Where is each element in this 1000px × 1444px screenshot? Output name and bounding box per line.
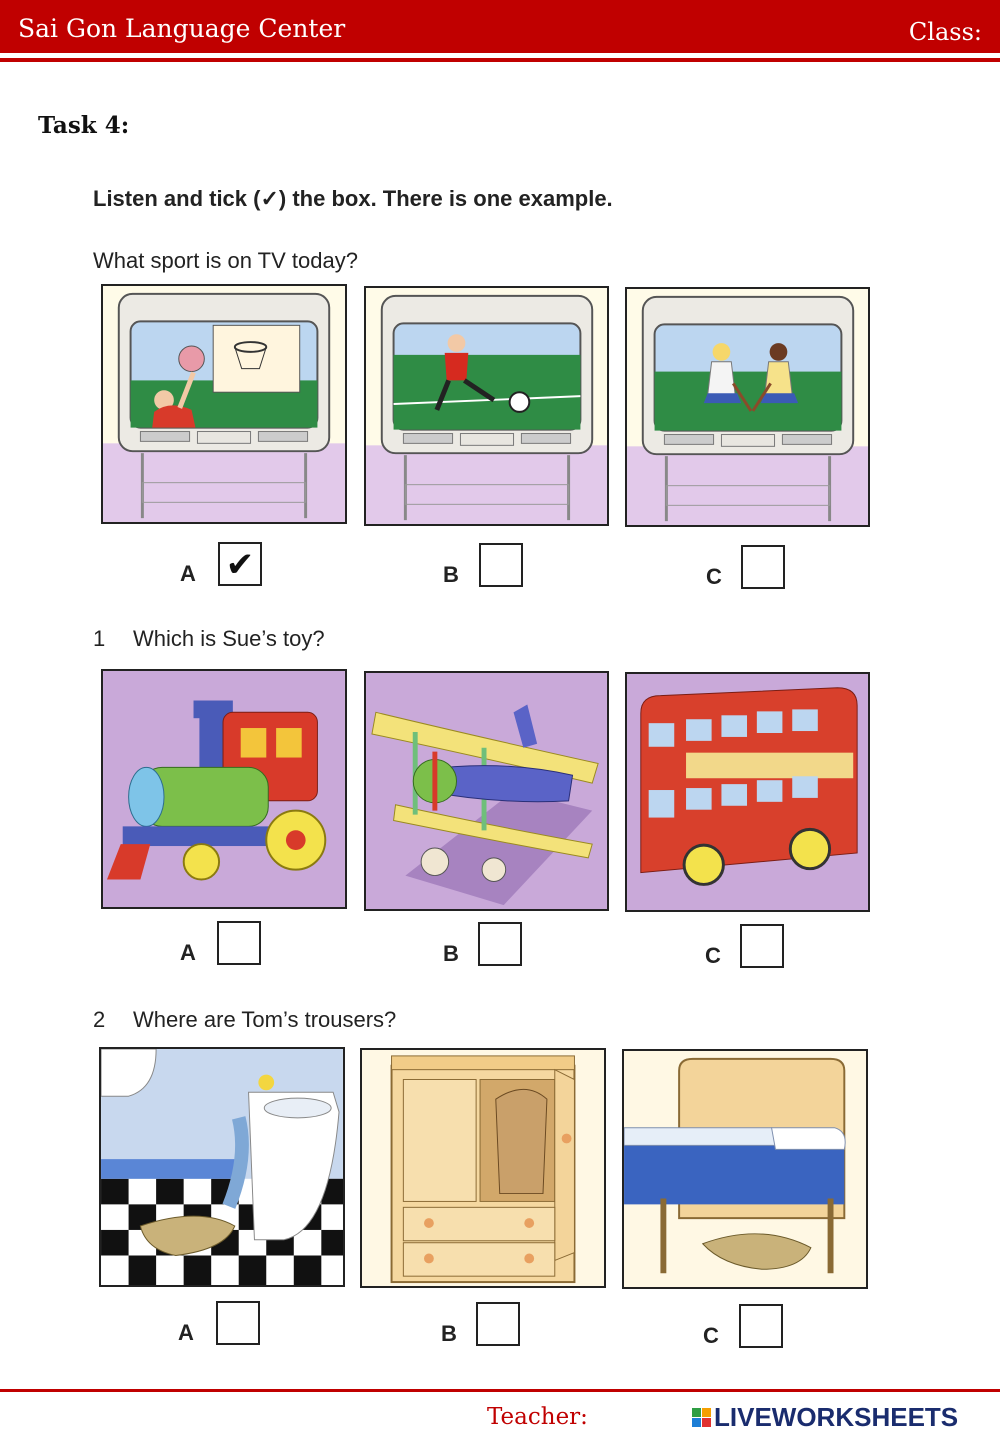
- teacher-label: Teacher:: [487, 1404, 588, 1430]
- instruction-text: Listen and tick (✓) the box. There is one example.: [93, 186, 613, 211]
- question-text: Where are Tom’s trousers?: [133, 1007, 397, 1032]
- option-label-a: A: [178, 1320, 194, 1345]
- example-answer-checkbox-c[interactable]: [741, 545, 785, 589]
- option-label-a: A: [180, 561, 196, 586]
- toy-bus-picture: [625, 672, 870, 912]
- center-name: Sai Gon Language Center: [18, 14, 346, 43]
- option-label-a: A: [180, 940, 196, 965]
- bedroom-picture: [622, 1049, 868, 1289]
- option-label-b: B: [443, 941, 459, 966]
- tick-mark: ✔: [225, 545, 255, 585]
- q1-answer-checkbox-b[interactable]: [478, 922, 522, 966]
- wardrobe-picture: [360, 1048, 606, 1288]
- example-question: [93, 248, 358, 274]
- task-heading: Task 4:: [38, 112, 130, 139]
- q2-answer-checkbox-b[interactable]: [476, 1302, 520, 1346]
- brand-name: LIVEWORKSHEETS: [714, 1402, 959, 1432]
- header-divider: [0, 58, 1000, 62]
- q2-answer-checkbox-c[interactable]: [739, 1304, 783, 1348]
- liveworksheets-logo: [692, 1402, 958, 1433]
- q2-answer-checkbox-a[interactable]: [216, 1301, 260, 1345]
- q1-answer-checkbox-a[interactable]: [217, 921, 261, 965]
- example-answer-checkbox-a[interactable]: [218, 542, 262, 586]
- class-label: Class:: [908, 18, 982, 46]
- option-label-c: C: [703, 1323, 719, 1348]
- header-bar: [0, 0, 1000, 53]
- q1-answer-checkbox-c[interactable]: [740, 924, 784, 968]
- basketball-tv-picture: [101, 284, 347, 524]
- question-number: 1: [93, 626, 106, 651]
- footer-divider: [0, 1389, 1000, 1392]
- question-number: 2: [93, 1007, 106, 1032]
- question-1: [93, 626, 325, 652]
- toy-plane-picture: [364, 671, 609, 911]
- bathroom-picture: [99, 1047, 345, 1287]
- option-label-b: B: [443, 562, 459, 587]
- question-2: [93, 1007, 396, 1033]
- toy-train-picture: [101, 669, 347, 909]
- example-answer-checkbox-b[interactable]: [479, 543, 523, 587]
- question-text: Which is Sue’s toy?: [133, 626, 325, 651]
- question-text: What sport is on TV today?: [93, 248, 358, 273]
- option-label-c: C: [705, 943, 721, 968]
- football-tv-picture: [364, 286, 609, 526]
- option-label-c: C: [706, 564, 722, 589]
- liveworksheets-logo-icon: [692, 1408, 711, 1427]
- hockey-tv-picture: [625, 287, 870, 527]
- option-label-b: B: [441, 1321, 457, 1346]
